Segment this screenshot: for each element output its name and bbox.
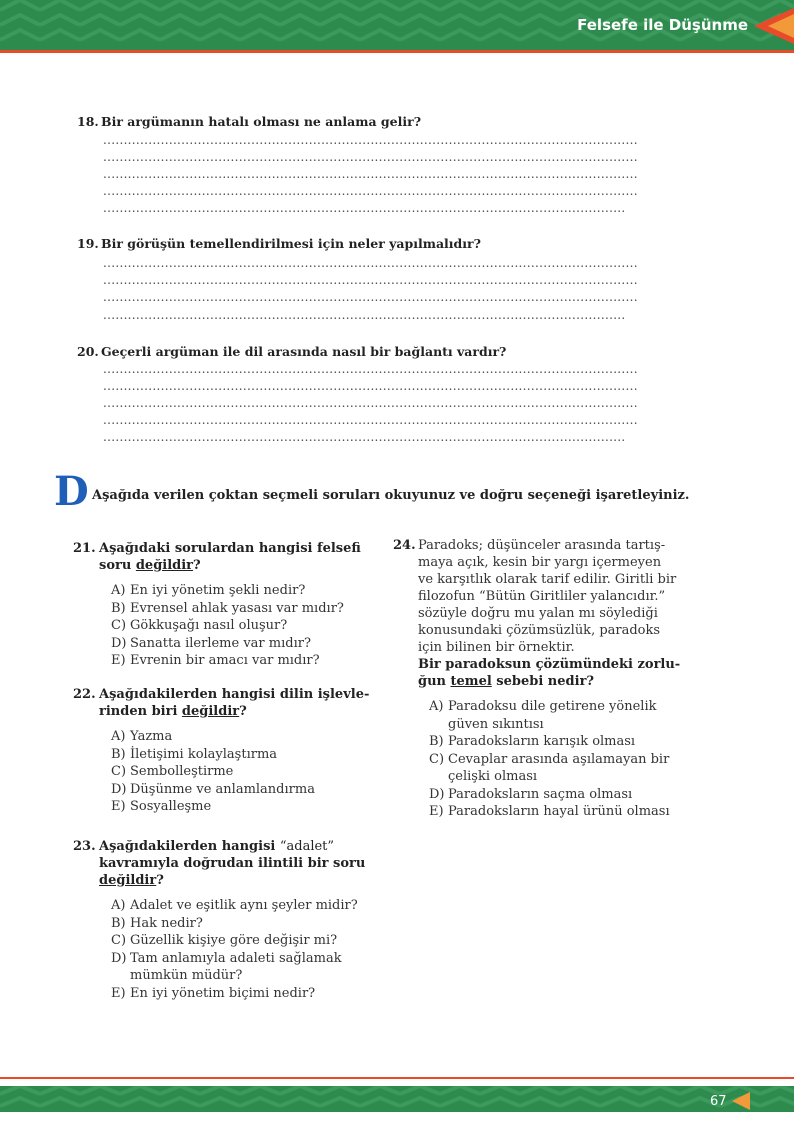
answer-line[interactable]: ..................................................................................................................................: [103, 167, 638, 181]
answer-line[interactable]: ...............................................................................................................................: [103, 430, 626, 444]
option-c[interactable]: [111, 932, 373, 950]
option-text: mümkün müdür?: [130, 968, 243, 983]
option-text: Tam anlamıyla adaleti sağlamak: [130, 950, 342, 966]
question-text: Geçerli argüman ile dil arasında nasıl bir bağlantı vardır?: [101, 344, 507, 359]
passage-line: konusundaki çözümsüzlük, paradoks: [418, 623, 661, 638]
answer-line[interactable]: ..................................................................................................................................: [103, 150, 638, 164]
question-stem: [73, 557, 373, 574]
question-23: [73, 838, 373, 1002]
option-a[interactable]: [111, 728, 373, 746]
option-d[interactable]: [111, 950, 373, 985]
option-text: Sembolleştirme: [130, 764, 234, 779]
stem-text: sebebi nedir?: [491, 674, 595, 689]
option-letter: B): [111, 600, 126, 616]
question-number: 20.: [77, 344, 99, 359]
passage-line: Paradoks; düşünceler arasında tartış-: [418, 538, 666, 553]
option-d[interactable]: [111, 635, 373, 653]
question-stem: [73, 872, 373, 889]
stem-line: Aşağıdaki sorulardan hangisi felsefi: [99, 541, 361, 556]
option-text: Evrenin bir amacı var mıdır?: [130, 653, 320, 668]
option-e[interactable]: [111, 652, 373, 670]
stem-text: Aşağıdakilerden hangisi: [99, 839, 280, 854]
answer-line[interactable]: ..................................................................................................................................: [103, 413, 638, 427]
stem-text: ?: [156, 873, 164, 888]
option-c[interactable]: [111, 763, 373, 781]
option-b[interactable]: [111, 600, 373, 618]
option-letter: E): [111, 653, 126, 668]
stem-emphasis: değildir: [135, 558, 194, 573]
option-letter: C): [111, 618, 127, 633]
question-stem: [73, 686, 373, 703]
option-text: Paradoksların hayal ürünü olması: [448, 804, 670, 819]
question-text: Bir görüşün temellendirilmesi için neler yapılmalıdır?: [101, 236, 481, 251]
option-b[interactable]: [111, 746, 373, 764]
passage-line: için bilinen bir örnektir.: [418, 640, 575, 655]
option-text: Cevaplar arasında aşılamayan bir: [448, 751, 670, 767]
option-a[interactable]: [429, 698, 693, 733]
question-stem: [393, 537, 693, 690]
option-letter: A): [429, 699, 444, 714]
option-text: Düşünme ve anlamlandırma: [130, 781, 315, 797]
question-number: 18.: [77, 114, 99, 129]
option-letter: B): [111, 746, 126, 762]
option-b[interactable]: [111, 915, 373, 933]
question-text: Bir argümanın hatalı olması ne anlama gelir?: [101, 114, 422, 129]
footer-accent-line: [0, 1077, 794, 1079]
option-text: çelişki olması: [448, 769, 538, 784]
question-22: [73, 686, 373, 816]
option-text: Paradoksların karışık olması: [448, 734, 636, 749]
question-19: [77, 236, 481, 251]
page-triangle-icon: [732, 1092, 750, 1110]
section-instruction: Aşağıda verilen çoktan seçmeli soruları okuyunuz ve doğru seçeneği işaretleyiniz.: [92, 488, 690, 503]
question-number: 19.: [77, 236, 99, 251]
answer-line[interactable]: ..................................................................................................................................: [103, 396, 638, 410]
option-text: En iyi yönetim şekli nedir?: [130, 583, 306, 598]
question-21: [73, 540, 373, 670]
option-letter: E): [429, 804, 444, 819]
option-letter: E): [111, 985, 126, 1001]
option-text: Sosyalleşme: [130, 799, 212, 814]
stem-line: kavramıyla doğrudan ilintili bir soru: [99, 856, 366, 871]
option-text: En iyi yönetim biçimi nedir?: [130, 985, 316, 1001]
stem-text: ?: [193, 558, 201, 573]
question-24: [393, 537, 693, 821]
option-text: Gökkuşağı nasıl oluşur?: [130, 618, 288, 633]
answer-line[interactable]: ..................................................................................................................................: [103, 290, 638, 304]
answer-line[interactable]: ..................................................................................................................................: [103, 133, 638, 147]
question-18: [77, 114, 421, 129]
footer-band: [0, 1086, 794, 1112]
stem-text: rinden biri: [99, 704, 182, 719]
options-list: [73, 897, 373, 1002]
answer-line[interactable]: ..................................................................................................................................: [103, 379, 638, 393]
stem-emphasis: temel: [450, 674, 492, 689]
option-letter: D): [111, 781, 127, 797]
stem-quote: “adalet”: [279, 839, 335, 854]
question-number: 23.: [73, 839, 96, 854]
question-20: [77, 344, 506, 359]
answer-line[interactable]: ..................................................................................................................................: [103, 362, 638, 376]
stem-line: [418, 673, 680, 690]
question-passage: [418, 537, 680, 690]
option-letter: C): [111, 764, 127, 779]
footer-pattern: [0, 1086, 794, 1112]
stem-line: Bir paradoksun çözümündeki zorlu-: [418, 657, 681, 672]
options-list: [73, 728, 373, 816]
option-text: Güzellik kişiye göre değişir mi?: [130, 933, 338, 948]
answer-line[interactable]: ..................................................................................................................................: [103, 273, 638, 287]
option-text: Evrensel ahlak yasası var mıdır?: [130, 600, 344, 616]
passage-line: sözüyle doğru mu yalan mı söylediği: [418, 606, 658, 621]
option-c[interactable]: [111, 617, 373, 635]
question-stem: [73, 703, 373, 720]
stem-text: soru: [99, 558, 136, 573]
option-letter: A): [111, 729, 126, 744]
option-letter: B): [429, 734, 444, 749]
option-text: Paradoksu dile getirene yönelik: [448, 699, 657, 714]
options-list: [73, 582, 373, 670]
option-text: Hak nedir?: [130, 915, 203, 931]
option-c[interactable]: [429, 751, 693, 786]
question-stem: [73, 838, 373, 855]
answer-line[interactable]: ...............................................................................................................................: [103, 201, 626, 215]
option-letter: D): [111, 635, 127, 651]
option-letter: A): [111, 583, 126, 598]
option-a[interactable]: [111, 897, 373, 915]
option-b[interactable]: [429, 733, 693, 751]
answer-line[interactable]: ...............................................................................................................................: [103, 308, 626, 322]
option-e[interactable]: [111, 798, 373, 816]
corner-triangle-icon: [754, 8, 794, 44]
option-d[interactable]: [429, 786, 693, 804]
option-text: Paradoksların saçma olması: [448, 786, 633, 802]
option-e[interactable]: [111, 985, 373, 1003]
page-number: 67: [710, 1094, 727, 1109]
section-letter: D: [54, 468, 89, 515]
question-number: 24.: [393, 538, 416, 553]
option-a[interactable]: [111, 582, 373, 600]
question-number: 21.: [73, 541, 96, 556]
question-number: 22.: [73, 687, 96, 702]
stem-emphasis: değildir: [181, 704, 240, 719]
stem-text: ğun: [418, 674, 451, 689]
option-text: Sanatta ilerleme var mıdır?: [130, 635, 311, 651]
question-stem: [73, 540, 373, 557]
option-letter: B): [111, 915, 126, 931]
option-e[interactable]: [429, 803, 693, 821]
option-text: güven sıkıntısı: [448, 716, 544, 732]
stem-line: Aşağıdakilerden hangisi dilin işlevle-: [99, 687, 370, 702]
option-letter: A): [111, 898, 126, 913]
option-d[interactable]: [111, 781, 373, 799]
answer-line[interactable]: ..................................................................................................................................: [103, 256, 638, 270]
stem-emphasis: değildir: [99, 873, 157, 888]
option-text: Adalet ve eşitlik aynı şeyler midir?: [130, 898, 358, 913]
option-text: Yazma: [130, 729, 173, 744]
answer-line[interactable]: ..................................................................................................................................: [103, 184, 638, 198]
stem-text: ?: [239, 704, 247, 719]
options-list: [393, 698, 693, 821]
option-letter: E): [111, 799, 126, 814]
passage-line: filozofun “Bütün Giritliler yalancıdır.”: [418, 589, 666, 604]
header-accent-line: [0, 50, 794, 53]
passage-line: maya açık, kesin bir yargı içermeyen: [418, 555, 662, 570]
passage-line: ve karşıtlık olarak tarif edilir. Giritli bir: [418, 572, 677, 587]
option-letter: C): [429, 751, 445, 767]
option-letter: C): [111, 933, 127, 948]
option-letter: D): [111, 950, 127, 966]
option-text: İletişimi kolaylaştırma: [130, 746, 278, 762]
option-letter: D): [429, 786, 445, 802]
chapter-title: Felsefe ile Düşünme: [577, 16, 748, 34]
